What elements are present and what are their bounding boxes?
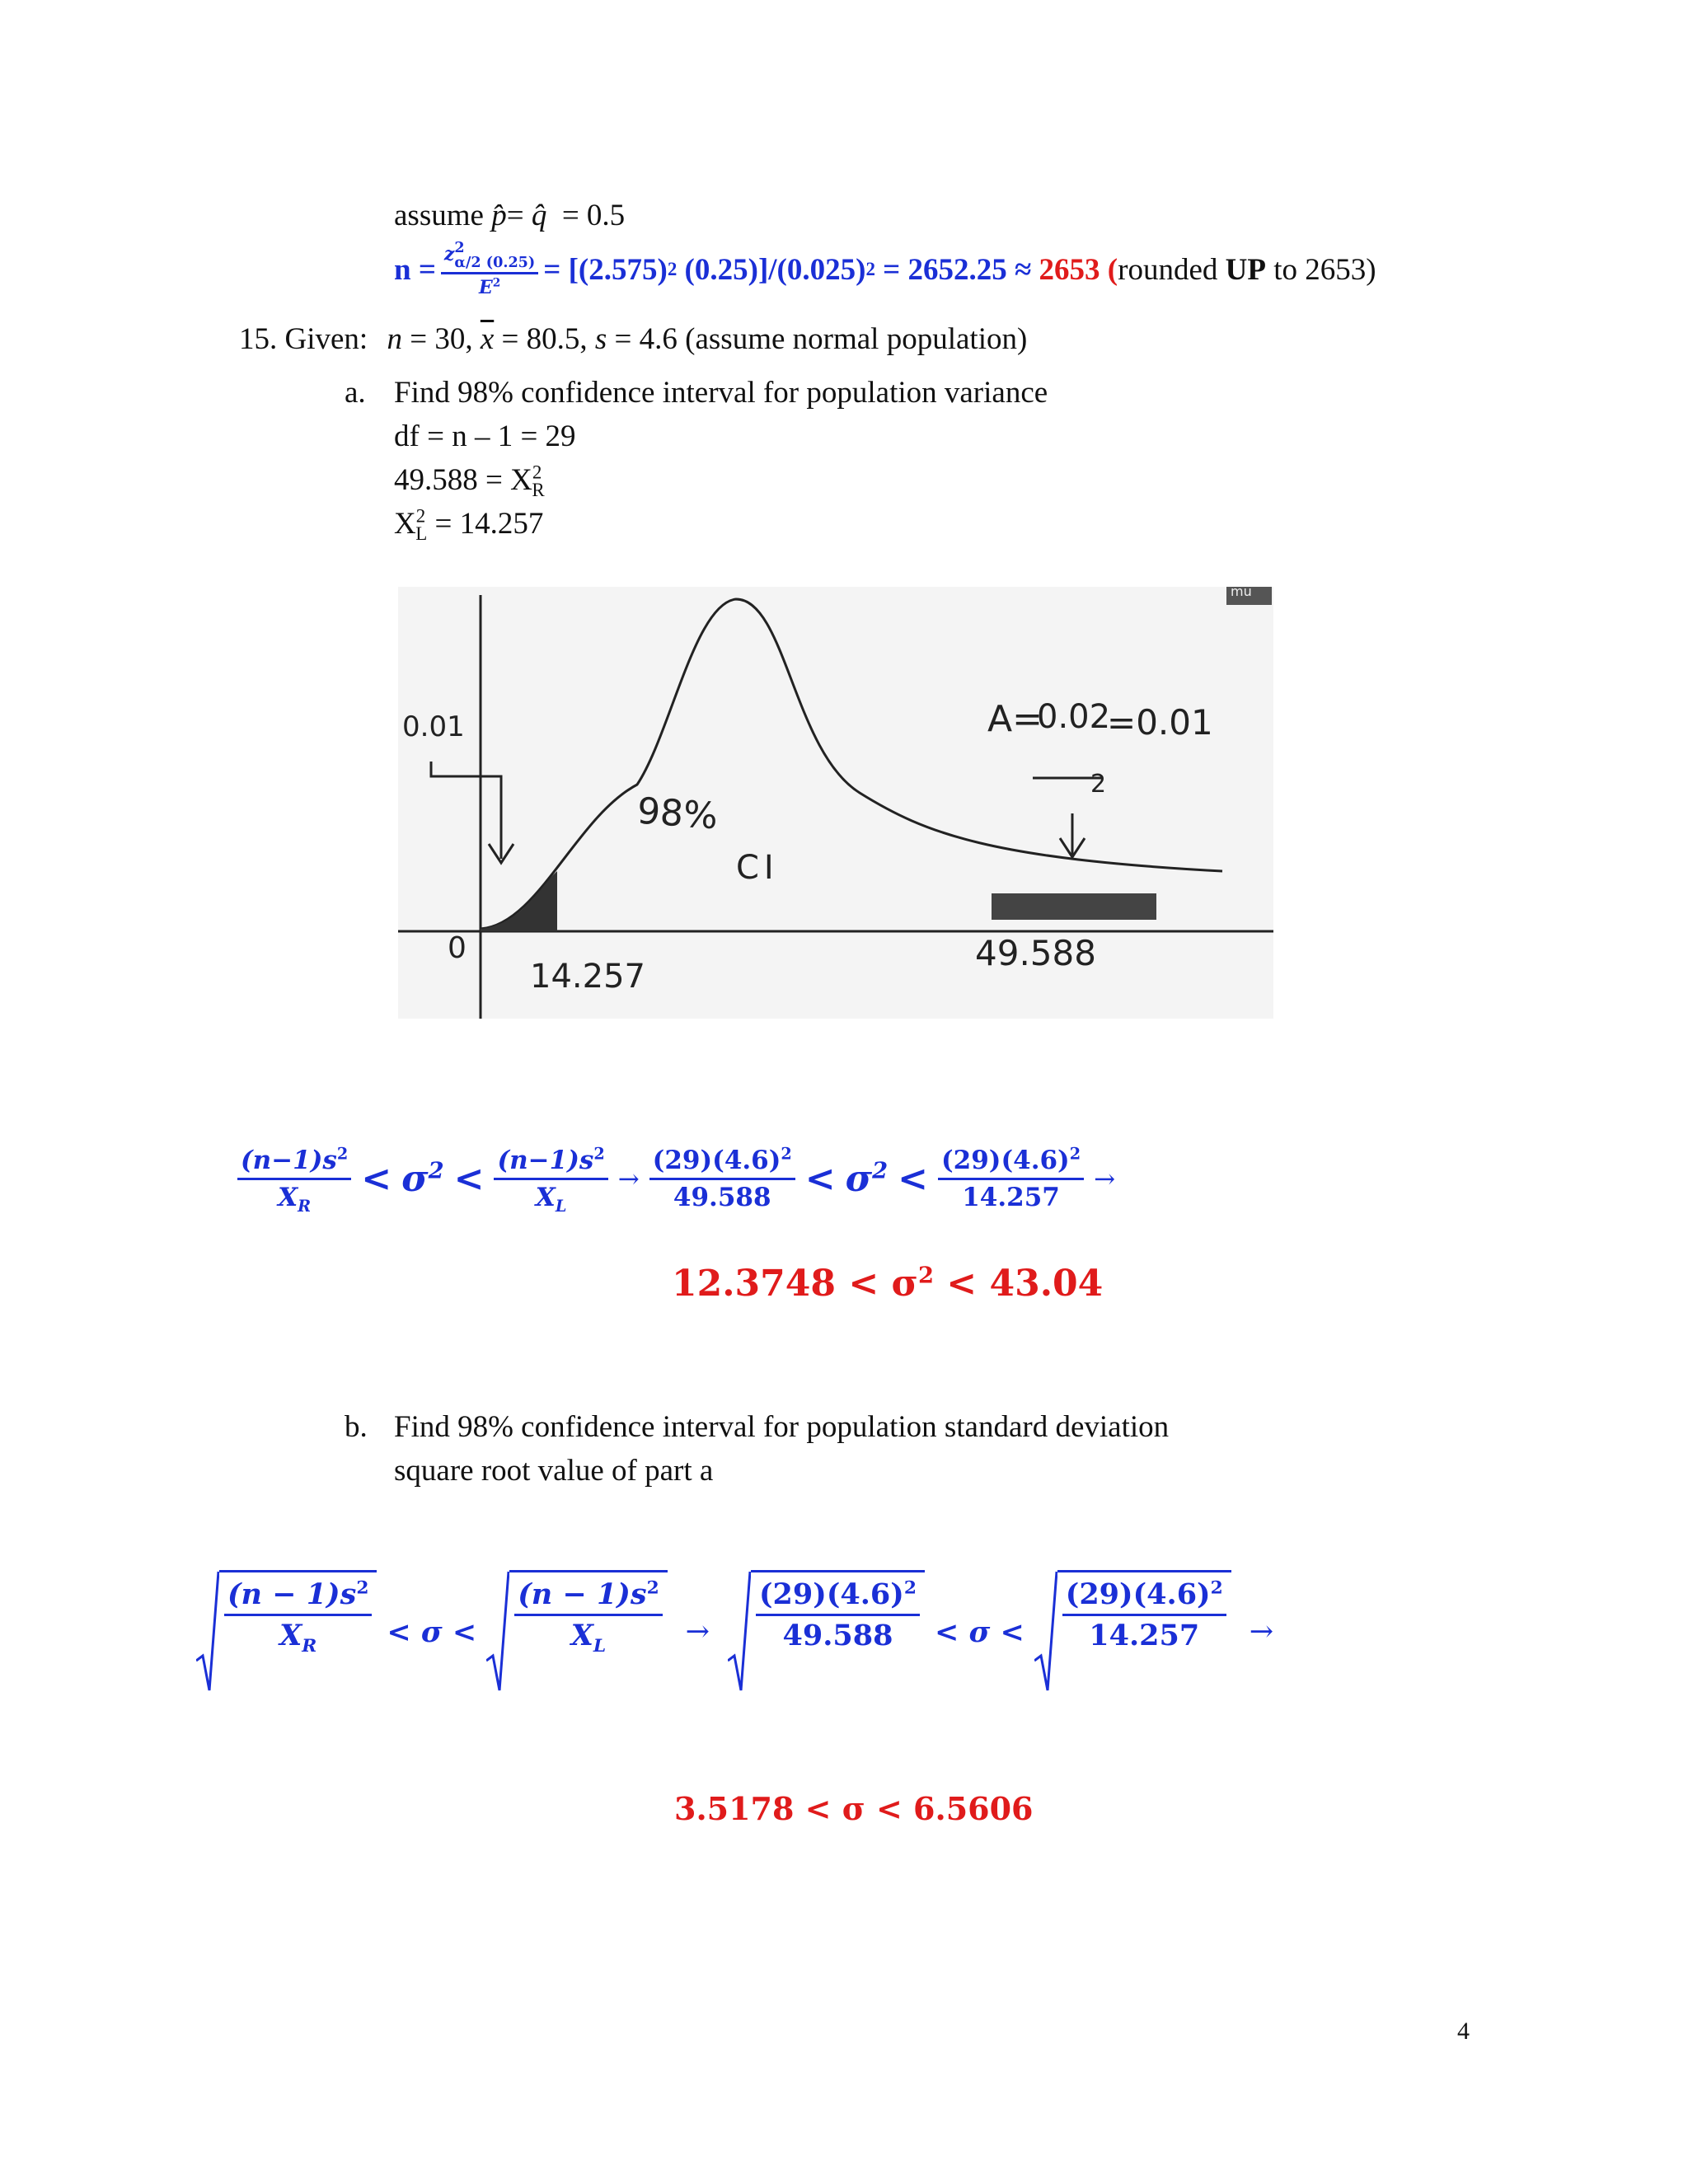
x-bar-var: $\overline{x}$ xyxy=(480,322,495,356)
chi-right-sub: R xyxy=(532,480,545,501)
sd-frac-general-left xyxy=(514,1577,662,1657)
question-label: 15. Given: xyxy=(239,322,368,356)
right-area-a: A= xyxy=(987,698,1043,740)
calc-part-a: = [(2.575) xyxy=(543,252,668,287)
e-symbol: E xyxy=(478,277,493,299)
sd-frac-general-right xyxy=(224,1577,372,1657)
radical-sign-3 xyxy=(728,1570,751,1694)
sqrt-general-right-radicand xyxy=(219,1570,377,1694)
frac-numeric-right-den: 49.588 xyxy=(673,1183,771,1212)
frac-general-left-den xyxy=(532,1180,570,1216)
equals-sign: = xyxy=(506,199,532,232)
s-value: = 4.6 (assume normal population) xyxy=(607,322,1028,356)
n-value: = 30, xyxy=(401,322,481,356)
sd-den-r-sub: R xyxy=(302,1636,317,1657)
corner-mark: mu xyxy=(1231,583,1252,599)
arrow-2: → xyxy=(1094,1164,1116,1194)
calc-part-c: = 2652.25 ≈ xyxy=(874,252,1039,287)
den-l-x: X xyxy=(535,1183,556,1212)
part-b-title: Find 98% confidence interval for population standard deviation xyxy=(394,1410,1170,1444)
sd-num-numeric-sup: 2 xyxy=(903,1577,917,1599)
num-numeric-sup: 2 xyxy=(781,1144,792,1164)
page-number: 4 xyxy=(1457,2018,1470,2045)
right-area-label-b: =0.01 xyxy=(1107,702,1213,743)
den-r-sub: R xyxy=(298,1197,312,1216)
num-numeric-sup-2: 2 xyxy=(1069,1144,1081,1164)
frac-numeric-right-num xyxy=(649,1146,795,1180)
sqrt-numeric-right-radicand xyxy=(751,1570,925,1694)
chi-right-sup: 2 xyxy=(532,462,542,483)
question-15 xyxy=(239,321,1027,357)
sd-less-sigma-less-2: < σ < xyxy=(934,1615,1025,1649)
frac-general-right xyxy=(237,1144,351,1216)
variance-ci-equation xyxy=(237,1144,1125,1216)
sqrt-general-right xyxy=(196,1570,377,1694)
sqrt-general-left xyxy=(486,1570,667,1694)
note-text-b: to 2653) xyxy=(1265,252,1376,287)
n-var: n xyxy=(387,322,402,356)
n-equals: n = xyxy=(394,252,436,287)
n-fraction-denominator xyxy=(476,274,504,298)
sd-den-r-x: X xyxy=(279,1619,302,1652)
calc-part-b: (0.25)]/(0.025) xyxy=(677,252,866,287)
sqrt-numeric-left-radicand xyxy=(1057,1570,1231,1694)
chi-right-text: 49.588 = X xyxy=(394,463,532,497)
sd-den-l-sub: L xyxy=(593,1636,607,1657)
sd-num-sup-2: 2 xyxy=(646,1577,659,1599)
sd-num-numeric: (29)(4.6) xyxy=(759,1577,904,1611)
degrees-of-freedom: df = n – 1 = 29 xyxy=(394,419,576,453)
sd-num-general-2: (n − 1)s xyxy=(518,1577,647,1611)
frac-general-right-den xyxy=(274,1180,314,1216)
assumption-line xyxy=(394,198,625,233)
sketch-curve xyxy=(481,599,1222,929)
sigma-squared-2 xyxy=(846,1158,888,1200)
left-critical-value: 14.257 xyxy=(530,958,645,996)
sd-frac-numeric-right-num xyxy=(756,1577,920,1616)
sigma-squared-1 xyxy=(401,1158,443,1200)
xbar-value: = 80.5, xyxy=(494,322,595,356)
right-area-label-a xyxy=(987,698,1043,740)
note-text-a: rounded xyxy=(1118,252,1226,287)
num-numeric-text-2: (29)(4.6) xyxy=(940,1146,1070,1175)
q-hat-symbol: q̂ xyxy=(531,199,547,232)
chi-left-sub: L xyxy=(415,523,428,545)
sd-den-l-x: X xyxy=(570,1619,593,1652)
right-area-frac-num: 0.02 xyxy=(1037,698,1111,736)
right-critical-value: 49.588 xyxy=(975,933,1096,973)
num-general-text: (n−1)s xyxy=(241,1146,337,1175)
frac-numeric-left-num xyxy=(938,1146,1084,1180)
less-than-2: < xyxy=(453,1158,485,1200)
den-l-sub: L xyxy=(555,1197,567,1216)
frac-numeric-right xyxy=(649,1146,795,1212)
origin-label: 0 xyxy=(448,931,467,965)
sd-frac-numeric-left-num xyxy=(1062,1577,1226,1616)
sd-less-sigma-less-1: < σ < xyxy=(387,1615,477,1649)
part-a-title: Find 98% confidence interval for population variance xyxy=(394,376,1048,410)
sqrt-general-left-radicand xyxy=(509,1570,667,1694)
chi-left-sup: 2 xyxy=(415,505,426,527)
assumption-value: = 0.5 xyxy=(546,199,626,232)
num-sup-2: 2 xyxy=(593,1144,605,1164)
sd-num-general: (n − 1)s xyxy=(227,1577,357,1611)
note-up: UP xyxy=(1225,252,1266,287)
center-ci-label: CI xyxy=(736,849,779,887)
sd-num-sup: 2 xyxy=(356,1577,369,1599)
chi-square-sketch xyxy=(398,583,1273,1019)
frac-numeric-left-den: 14.257 xyxy=(962,1183,1060,1212)
less-than-4: < xyxy=(898,1158,928,1200)
chi-left-text: = 14.257 xyxy=(427,507,544,541)
sd-ci-equation xyxy=(196,1570,1283,1694)
left-area-label: 0.01 xyxy=(402,710,465,743)
sd-num-numeric-sup-2: 2 xyxy=(1210,1577,1223,1599)
variance-result-text: 12.3748 < σ xyxy=(672,1263,918,1305)
sd-frac-numeric-right xyxy=(756,1577,920,1652)
radical-sign-4 xyxy=(1034,1570,1057,1694)
sd-frac-numeric-left-den: 14.257 xyxy=(1089,1619,1200,1652)
sd-num-numeric-2: (29)(4.6) xyxy=(1065,1577,1211,1611)
sigma-sup-1: 2 xyxy=(428,1157,444,1184)
variance-result-sup: 2 xyxy=(917,1262,934,1289)
sd-ci-result: 3.5178 < σ < 6.5606 xyxy=(674,1790,1034,1827)
frac-numeric-left xyxy=(938,1146,1084,1212)
less-than-3: < xyxy=(804,1158,836,1200)
p-hat-symbol: p̂ xyxy=(491,199,507,232)
sd-frac-general-left-num xyxy=(514,1577,662,1616)
den-r-x: X xyxy=(278,1183,298,1212)
sd-arrow-2: → xyxy=(1249,1615,1274,1648)
s-var: s xyxy=(594,322,607,356)
sd-frac-general-right-den xyxy=(276,1616,320,1657)
chi-left-x: X xyxy=(394,507,416,541)
center-percent-label: 98% xyxy=(635,790,720,838)
n-fraction xyxy=(441,241,538,298)
sample-size-formula: n = z 2 α/2 (0.25) $E^2$ = [(2.575) 2 (0.25)]/(0.025) 2 = 2652.25 ≈ 2653 ( rounded UP to 2653) xyxy=(394,239,1376,299)
frac-general-left-num xyxy=(494,1146,607,1180)
e-superscript: 2 xyxy=(492,276,501,290)
sd-frac-numeric-left xyxy=(1062,1577,1226,1652)
less-than-1: < xyxy=(361,1158,392,1200)
sd-frac-general-right-num xyxy=(224,1577,372,1616)
num-sup: 2 xyxy=(336,1144,349,1164)
assumption-text: assume xyxy=(394,199,492,232)
sd-arrow-1: → xyxy=(685,1615,710,1648)
chi-square-right xyxy=(394,462,545,501)
z-superscript: 2 xyxy=(454,239,465,256)
rounded-result: 2653 ( xyxy=(1039,252,1118,287)
sigma-2: σ xyxy=(845,1158,873,1200)
z-symbol: z xyxy=(443,243,455,265)
arrow-1: → xyxy=(617,1164,640,1194)
sigma-sup-2: 2 xyxy=(872,1157,889,1184)
part-b-subtitle: square root value of part a xyxy=(394,1454,714,1488)
right-area-frac-den: 2 xyxy=(1090,770,1107,799)
variance-ci-result xyxy=(672,1263,1103,1305)
sqrt-numeric-left xyxy=(1034,1570,1231,1694)
radical-sign-1 xyxy=(196,1570,219,1694)
sqrt-numeric-right xyxy=(728,1570,925,1694)
left-arrow-line xyxy=(431,762,501,859)
part-b-marker: b. xyxy=(345,1410,368,1444)
num-numeric-text: (29)(4.6) xyxy=(652,1146,781,1175)
sd-frac-general-left-den xyxy=(568,1616,609,1657)
sigma-1: σ xyxy=(401,1158,429,1200)
frac-general-left xyxy=(494,1144,607,1216)
frac-general-right-num xyxy=(237,1146,351,1180)
n-fraction-numerator xyxy=(441,241,538,274)
right-tail-shading xyxy=(992,893,1156,920)
part-a-marker: a. xyxy=(345,376,366,410)
sketch-svg xyxy=(398,587,1273,1019)
sd-frac-numeric-right-den: 49.588 xyxy=(782,1619,893,1652)
chi-square-left xyxy=(394,505,544,545)
radical-sign-2 xyxy=(486,1570,509,1694)
z-subscript: α/2 (0.25) xyxy=(454,253,536,271)
num-general-text-2: (n−1)s xyxy=(497,1146,594,1175)
variance-result-tail: < 43.04 xyxy=(933,1263,1104,1305)
